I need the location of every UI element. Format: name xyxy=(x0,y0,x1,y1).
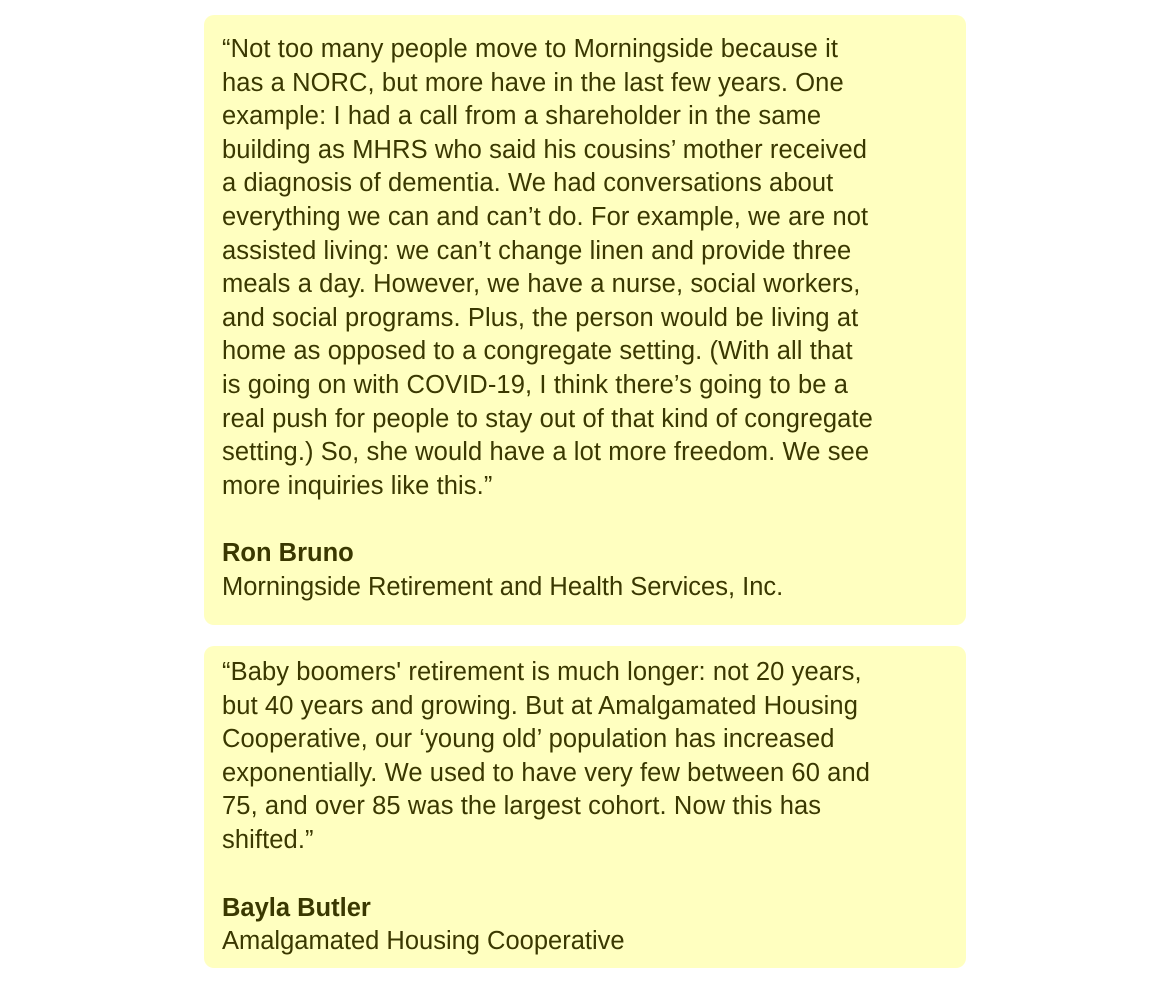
testimonial-card xyxy=(204,15,966,625)
testimonial-organization: Morningside Retirement and Health Services, Inc. xyxy=(222,572,784,601)
quote-line: real push for people to stay out of that kind of congregate xyxy=(222,404,873,433)
quote-line: everything we can and can’t do. For example, we are not xyxy=(222,202,869,231)
quote-line: example: I had a call from a shareholder in the same xyxy=(222,102,822,131)
quote-line: but 40 years and growing. But at Amalgamated Housing xyxy=(222,691,859,720)
quote-line: assisted living: we can’t change linen and provide three xyxy=(222,236,852,265)
quote-line: “Not too many people move to Morningside because it xyxy=(222,35,839,63)
testimonial-quote xyxy=(222,646,966,858)
testimonial-organization: Amalgamated Housing Cooperative xyxy=(222,927,625,956)
quote-line: shifted.” xyxy=(222,825,314,854)
quote-line: has a NORC, but more have in the last few years. One xyxy=(222,68,844,97)
testimonial-author: Ron Bruno xyxy=(222,539,354,568)
quote-line: is going on with COVID-19, I think there’s going to be a xyxy=(222,370,848,399)
quote-line: Cooperative, our ‘young old’ population has increased xyxy=(222,725,835,754)
quote-line: and social programs. Plus, the person would be living at xyxy=(222,303,859,332)
quote-line: 75, and over 85 was the largest cohort. Now this has xyxy=(222,792,822,821)
quote-line: exponentially. We used to have very few between 60 and xyxy=(222,758,871,787)
quote-line: more inquiries like this.” xyxy=(222,471,493,500)
quote-line: meals a day. However, we have a nurse, social workers, xyxy=(222,270,861,299)
testimonial-author: Bayla Butler xyxy=(222,893,371,922)
quote-line: setting.) So, she would have a lot more freedom. We see xyxy=(222,438,870,467)
quote-line: building as MHRS who said his cousins’ mother received xyxy=(222,135,868,164)
testimonial-quote xyxy=(222,15,966,503)
testimonial-card xyxy=(204,646,966,968)
quote-line: home as opposed to a congregate setting. (With all that xyxy=(222,337,853,366)
quote-line: “Baby boomers' retirement is much longer: not 20 years, xyxy=(222,658,862,686)
quote-line: a diagnosis of dementia. We had conversations about xyxy=(222,169,834,198)
